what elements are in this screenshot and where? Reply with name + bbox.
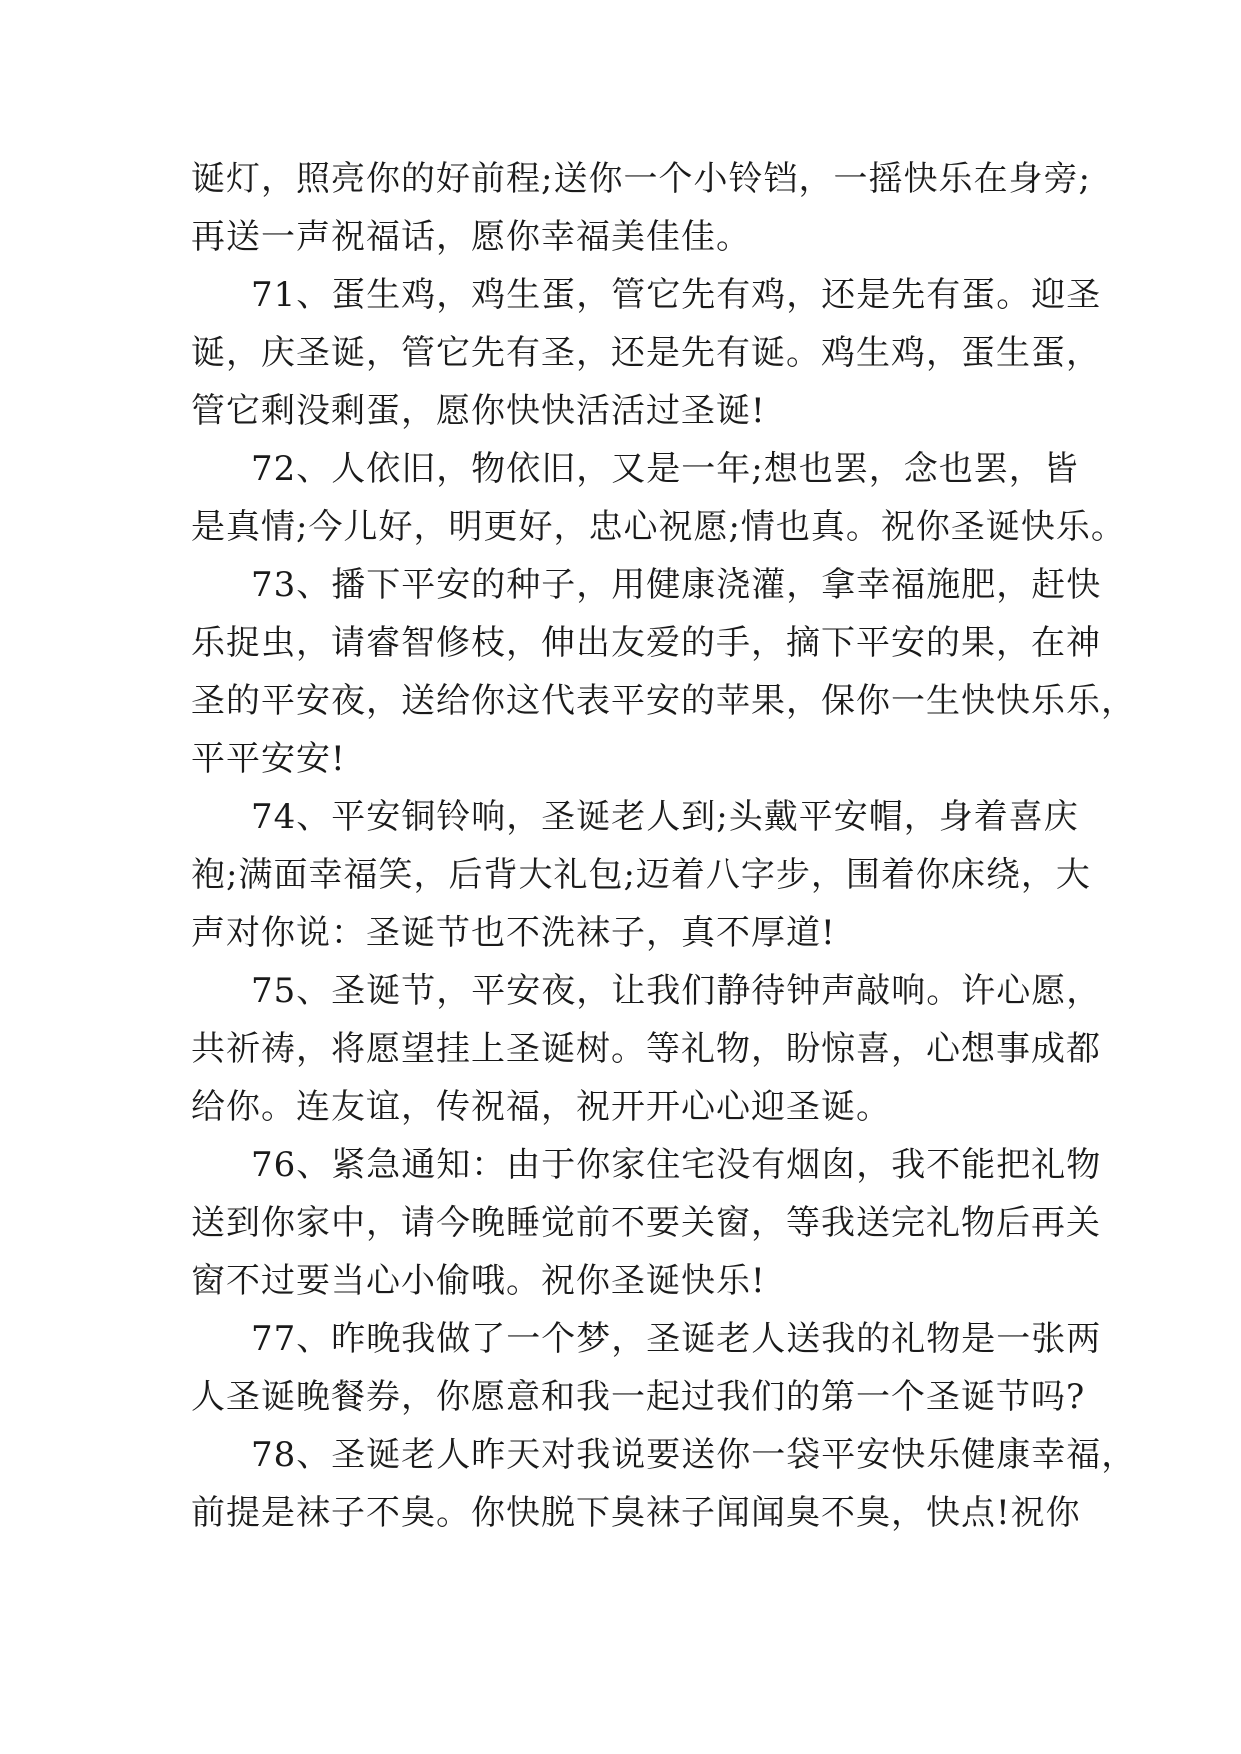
text-line: 78、圣诞老人昨天对我说要送你一袋平安快乐健康幸福， [251,1435,1137,1475]
text-line: 声对你说：圣诞节也不洗袜子，真不厚道! [191,913,836,953]
text-line: 管它剩没剩蛋，愿你快快活活过圣诞! [191,391,766,431]
text-line: 共祈祷，将愿望挂上圣诞树。等礼物，盼惊喜，心想事成都 [191,1029,1101,1069]
text-line: 77、昨晚我做了一个梦，圣诞老人送我的礼物是一张两 [251,1319,1102,1359]
paragraph [191,556,1136,788]
paragraph [191,962,1102,1136]
text-line: 圣的平安夜，送给你这代表平安的苹果，保你一生快快乐乐， [191,681,1136,721]
paragraph [191,788,1091,962]
text-line: 诞灯，照亮你的好前程;送你一个小铃铛，一摇快乐在身旁; [191,159,1091,199]
text-line: 给你。连友谊，传祝福，祝开开心心迎圣诞。 [191,1087,891,1127]
paragraph [191,440,1126,556]
paragraph [191,266,1102,440]
text-line: 平平安安! [191,739,346,779]
text-line: 是真情;今儿好，明更好，忠心祝愿;情也真。祝你圣诞快乐。 [191,507,1126,547]
text-line: 袍;满面幸福笑，后背大礼包;迈着八字步，围着你床绕，大 [191,855,1091,895]
text-line: 窗不过要当心小偷哦。祝你圣诞快乐! [191,1261,766,1301]
text-line: 再送一声祝福话，愿你幸福美佳佳。 [191,217,751,257]
text-line: 75、圣诞节，平安夜，让我们静待钟声敲响。许心愿， [251,971,1102,1011]
paragraph [191,1310,1102,1426]
text-line: 72、人依旧，物依旧，又是一年;想也罢，念也罢，皆 [251,449,1079,489]
text-line: 乐捉虫，请睿智修枝，伸出友爱的手，摘下平安的果，在神 [191,623,1101,663]
document-body [191,150,1137,1542]
text-line: 送到你家中，请今晚睡觉前不要关窗，等我送完礼物后再关 [191,1203,1101,1243]
text-line: 人圣诞晚餐券，你愿意和我一起过我们的第一个圣诞节吗? [191,1377,1086,1417]
paragraph [191,1426,1137,1542]
text-line: 74、平安铜铃响，圣诞老人到;头戴平安帽，身着喜庆 [251,797,1079,837]
text-line: 71、蛋生鸡，鸡生蛋，管它先有鸡，还是先有蛋。迎圣 [251,275,1102,315]
paragraph [191,150,1091,266]
text-line: 73、播下平安的种子，用健康浇灌，拿幸福施肥，赶快 [251,565,1102,605]
text-line: 诞，庆圣诞，管它先有圣，还是先有诞。鸡生鸡，蛋生蛋， [191,333,1101,373]
text-line: 前提是袜子不臭。你快脱下臭袜子闻闻臭不臭，快点!祝你 [191,1493,1081,1533]
paragraph [191,1136,1102,1310]
text-line: 76、紧急通知：由于你家住宅没有烟囱，我不能把礼物 [251,1145,1102,1185]
